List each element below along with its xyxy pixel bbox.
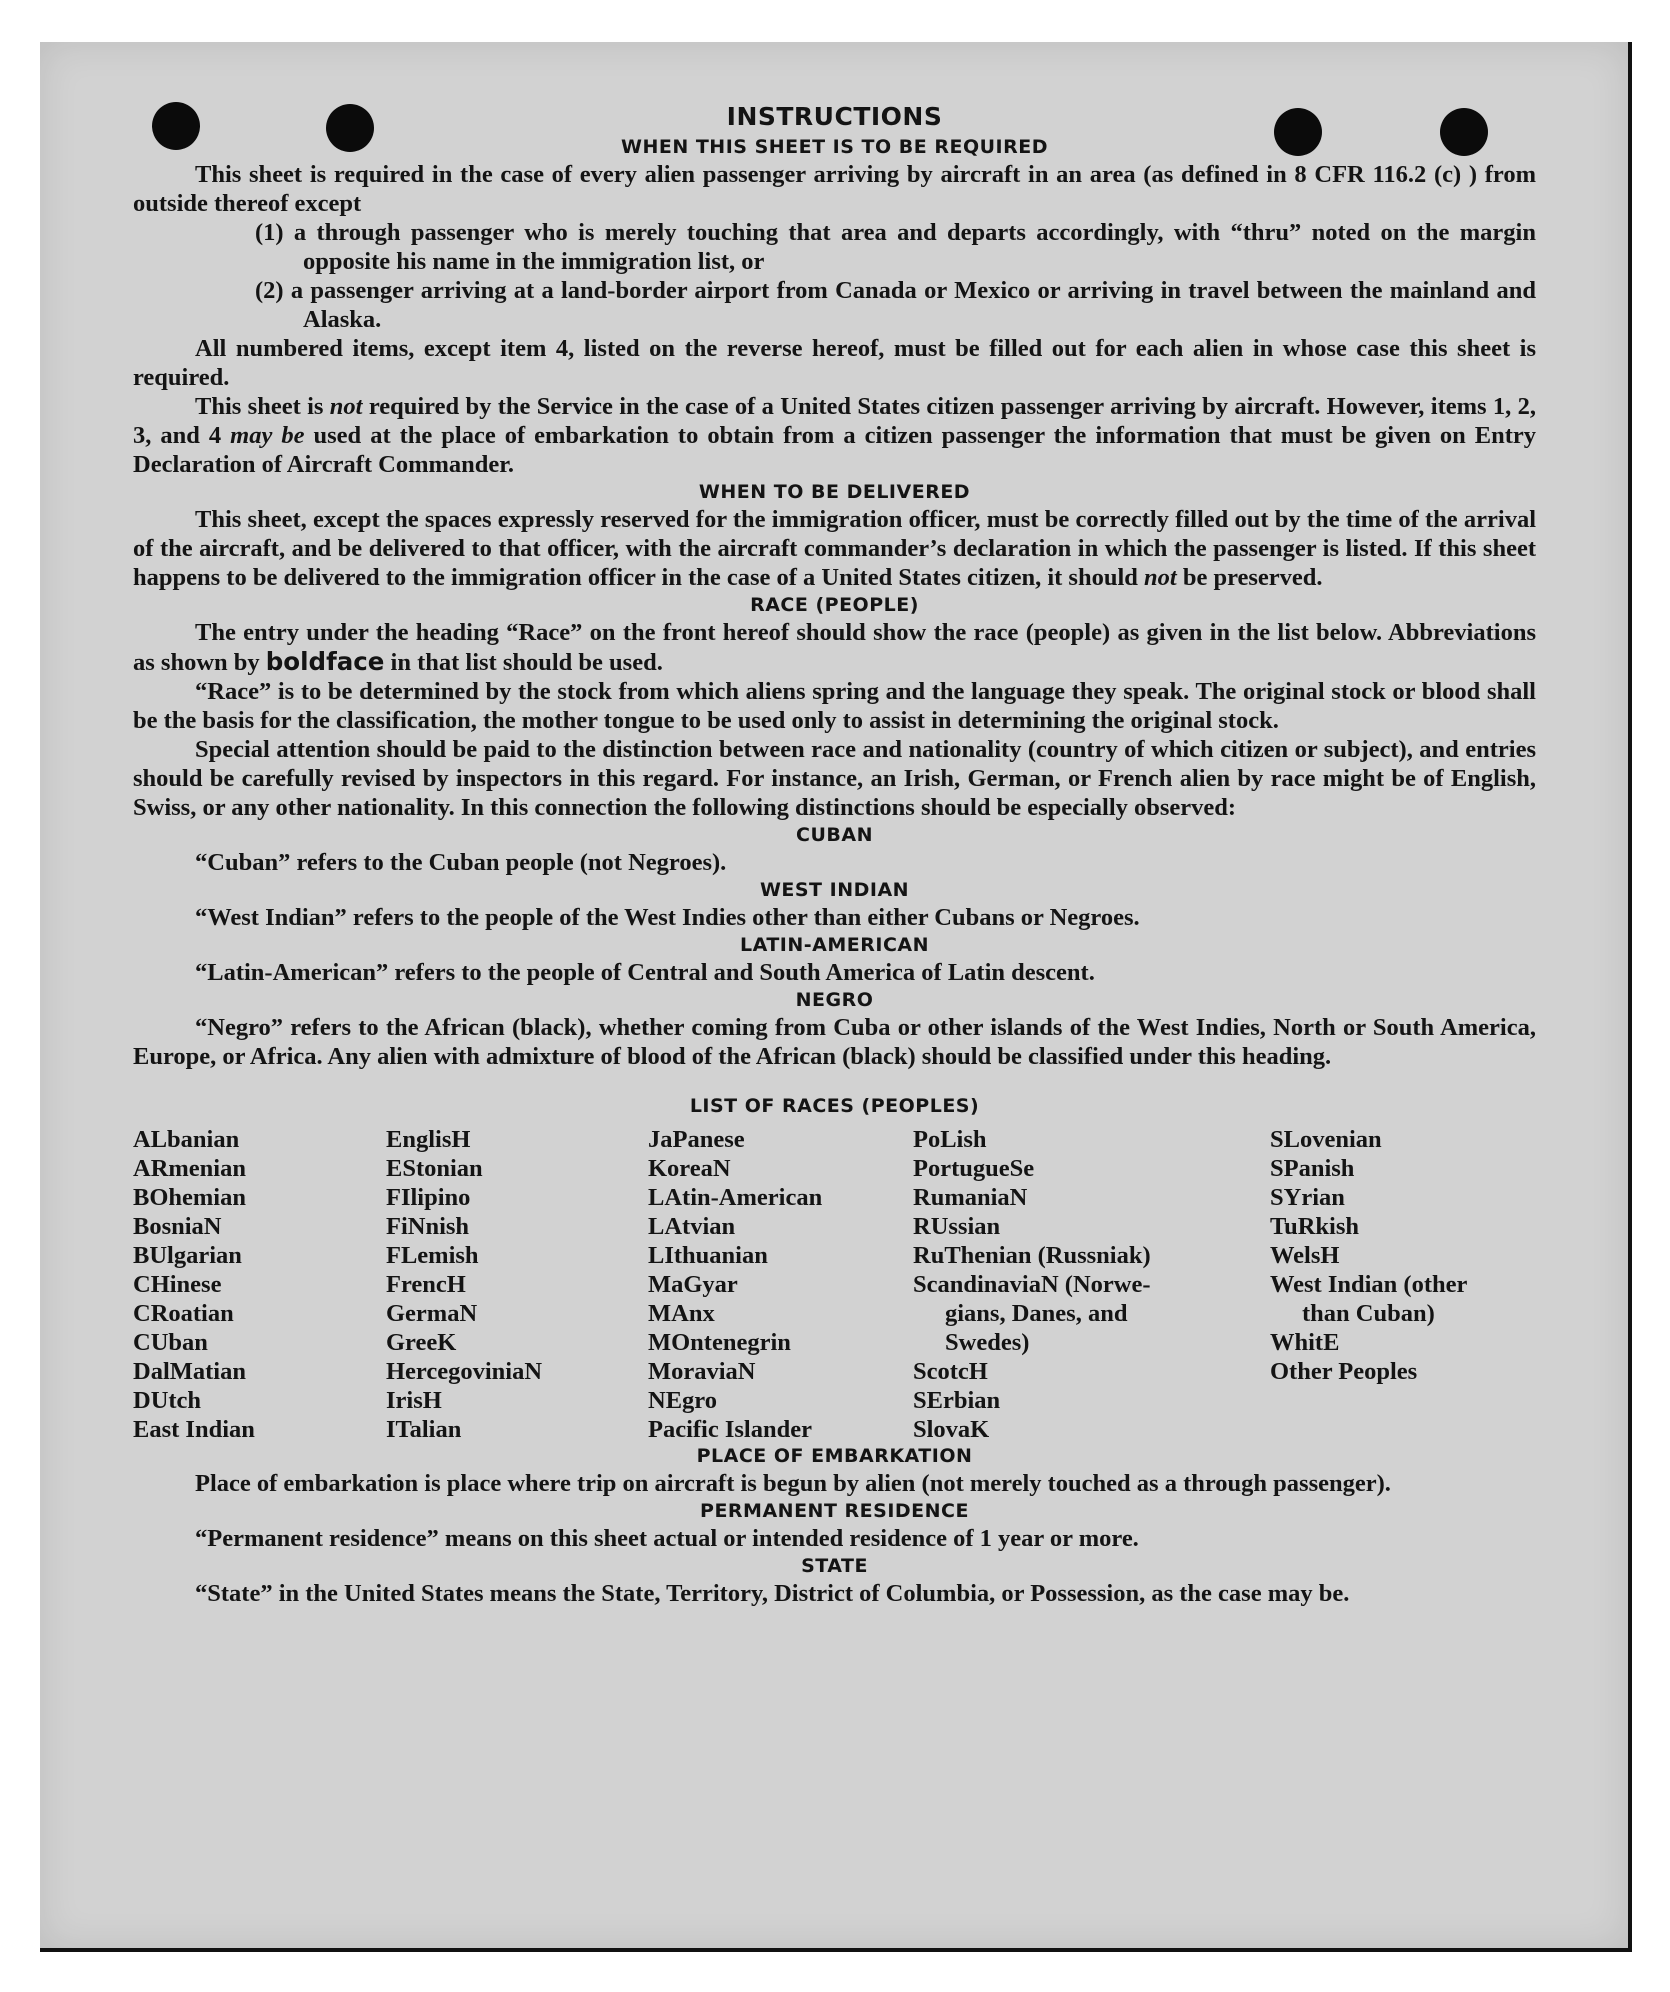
race-item: FIlipino: [386, 1184, 471, 1211]
race-item: GermaN: [386, 1300, 478, 1327]
race-item: SlovaK: [913, 1416, 990, 1443]
race-item: WhitE: [1270, 1329, 1340, 1356]
paragraph: Place of embarkation is place where trip on aircraft is begun by alien (not merely touched as a through passenger).: [195, 1470, 1391, 1497]
text-run: This sheet, except the spaces expressly reserved for the immigration officer, must be correctly filled out by the time of the arrival of the aircraft, and be delivered to that officer, with the aircraft commander’s declaration in which the passenger is listed. If this sheet happens to be delivered to the immigration officer in the case of a United States citizen, it should: [133, 506, 1536, 591]
race-item: SYrian: [1270, 1184, 1345, 1211]
race-item: Other Peoples: [1270, 1358, 1418, 1385]
section-heading: STATE: [801, 1555, 868, 1577]
race-item: DalMatian: [133, 1358, 246, 1385]
text-run: The entry under the heading “Race” on the front hereof should show the race (people) as given in the list below. Abbreviations as shown by: [133, 619, 1536, 676]
emphasis-text: not: [329, 393, 363, 420]
race-item: HercegoviniaN: [386, 1358, 543, 1385]
race-item: SErbian: [913, 1387, 1001, 1414]
text-run: in that list should be used.: [384, 649, 663, 676]
paragraph: “Cuban” refers to the Cuban people (not Negroes).: [195, 849, 727, 876]
paragraph: [133, 618, 1536, 677]
race-item: ScandinaviaN (Norwe-: [913, 1271, 1151, 1298]
boldface-text: boldface: [265, 647, 385, 676]
race-item: PoLish: [913, 1126, 987, 1153]
paragraph: Special attention should be paid to the distinction between race and nationality (country of which citizen or subject), and entries should be carefully revised by inspectors in this regard. For instance, an Irish, German, or French alien by race might be of English, Swiss, or any other nationality. In this connection the following distinctions should be especially observed:: [133, 736, 1536, 821]
race-item: BOhemian: [133, 1184, 246, 1211]
section-heading: WHEN TO BE DELIVERED: [698, 481, 971, 503]
race-item: East Indian: [133, 1416, 255, 1443]
race-item: GreeK: [386, 1329, 457, 1356]
paragraph: [133, 505, 1536, 592]
race-item: EnglisH: [386, 1126, 471, 1153]
section-heading: PERMANENT RESIDENCE: [700, 1500, 969, 1522]
paragraph: All numbered items, except item 4, listed on the reverse hereof, must be filled out for each alien in whose case this sheet is required.: [133, 335, 1536, 391]
race-item: Pacific Islander: [648, 1416, 812, 1443]
race-item: RUssian: [913, 1213, 1001, 1240]
section-heading: WHEN THIS SHEET IS TO BE REQUIRED: [620, 136, 1048, 158]
race-item: than Cuban): [1302, 1300, 1435, 1327]
race-column: [913, 1125, 1151, 1444]
section-heading: RACE (PEOPLE): [750, 594, 919, 616]
section-heading: PLACE OF EMBARKATION: [696, 1445, 973, 1467]
race-item: BUlgarian: [133, 1242, 242, 1269]
list-item: (2) a passenger arriving at a land-border airport from Canada or Mexico or arriving in travel between the mainland and Alaska.: [255, 277, 1536, 333]
section-heading: LIST OF RACES (PEOPLES): [689, 1095, 980, 1117]
race-item: DUtch: [133, 1387, 202, 1414]
race-item: MoraviaN: [648, 1358, 756, 1385]
race-item: ALbanian: [133, 1126, 240, 1153]
paragraph: “Latin-American” refers to the people of Central and South America of Latin descent.: [195, 959, 1095, 986]
race-item: KoreaN: [648, 1155, 731, 1182]
race-item: RuThenian (Russniak): [913, 1242, 1151, 1269]
race-item: LIthuanian: [648, 1242, 768, 1269]
race-item: LAtvian: [648, 1213, 736, 1240]
race-item: MOntenegrin: [648, 1329, 791, 1356]
text-run: used at the place of embarkation to obtain from a citizen passenger the information that must be given on Entry Declaration of Aircraft Commander.: [133, 422, 1536, 478]
race-item: NEgro: [648, 1387, 717, 1414]
section-heading: LATIN-AMERICAN: [740, 934, 929, 956]
paragraph: “Negro” refers to the African (black), whether coming from Cuba or other islands of the West Indies, North or South America, Europe, or Africa. Any alien with admixture of blood of the African (black) should be classified under this heading.: [133, 1014, 1536, 1070]
race-column: [133, 1125, 255, 1444]
paragraph: “Race” is to be determined by the stock from which aliens spring and the language they speak. The original stock or blood shall be the basis for the classification, the mother tongue to be used only to assist in determining the original stock.: [133, 678, 1536, 734]
race-item: ITalian: [386, 1416, 462, 1443]
race-item: BosniaN: [133, 1213, 222, 1240]
race-item: MaGyar: [648, 1271, 738, 1298]
race-item: West Indian (other: [1270, 1271, 1468, 1298]
race-item: FiNnish: [386, 1213, 470, 1240]
race-item: CRoatian: [133, 1300, 234, 1327]
section-heading: WEST INDIAN: [759, 879, 910, 901]
race-item: LAtin-American: [648, 1184, 823, 1211]
emphasis-text: may be: [230, 422, 305, 449]
race-list: [133, 1125, 1536, 1443]
race-item: Swedes): [945, 1329, 1030, 1356]
text-run: This sheet is: [195, 393, 330, 420]
paragraph: “State” in the United States means the State, Territory, District of Columbia, or Possession, as the case may be.: [195, 1580, 1350, 1607]
paragraph: “Permanent residence” means on this sheet actual or intended residence of 1 year or more.: [195, 1525, 1139, 1552]
race-item: SPanish: [1270, 1155, 1355, 1182]
section-heading: NEGRO: [795, 989, 874, 1011]
race-item: FLemish: [386, 1242, 479, 1269]
document-body: [133, 100, 1536, 1608]
race-item: TuRkish: [1270, 1213, 1360, 1240]
paragraph: This sheet is required in the case of every alien passenger arriving by aircraft in an area (as defined in 8 CFR 116.2 (c) ) from outside thereof except: [133, 161, 1536, 217]
race-item: EStonian: [386, 1155, 483, 1182]
race-column: [386, 1125, 542, 1444]
page-title: INSTRUCTIONS: [726, 102, 943, 131]
list-item: (1) a through passenger who is merely touching that area and departs accordingly, with “thru” noted on the margin opposite his name in the immigration list, or: [255, 219, 1536, 275]
paragraph: “West Indian” refers to the people of the West Indies other than either Cubans or Negroes.: [195, 904, 1140, 931]
emphasis-text: not: [1144, 564, 1177, 591]
race-item: ARmenian: [133, 1155, 246, 1182]
race-column: [1270, 1125, 1467, 1386]
section-heading: CUBAN: [796, 824, 873, 846]
race-item: SLovenian: [1270, 1126, 1382, 1153]
race-item: WelsH: [1270, 1242, 1340, 1269]
paragraph: [133, 392, 1536, 479]
race-item: FrencH: [386, 1271, 466, 1298]
race-column: [648, 1125, 822, 1444]
race-item: ScotcH: [913, 1358, 988, 1385]
race-item: gians, Danes, and: [945, 1300, 1128, 1327]
race-item: PortugueSe: [913, 1155, 1035, 1182]
race-item: JaPanese: [648, 1126, 745, 1153]
text-run: required by the Service in the case of a United States citizen passenger arriving by aircraft. However, items 1, 2, 3, and 4: [133, 393, 1537, 449]
race-item: RumaniaN: [913, 1184, 1028, 1211]
race-item: IrisH: [386, 1387, 442, 1414]
text-run: be preserved.: [1176, 564, 1323, 591]
race-item: CHinese: [133, 1271, 222, 1298]
race-item: MAnx: [648, 1300, 715, 1327]
race-item: CUban: [133, 1329, 208, 1356]
